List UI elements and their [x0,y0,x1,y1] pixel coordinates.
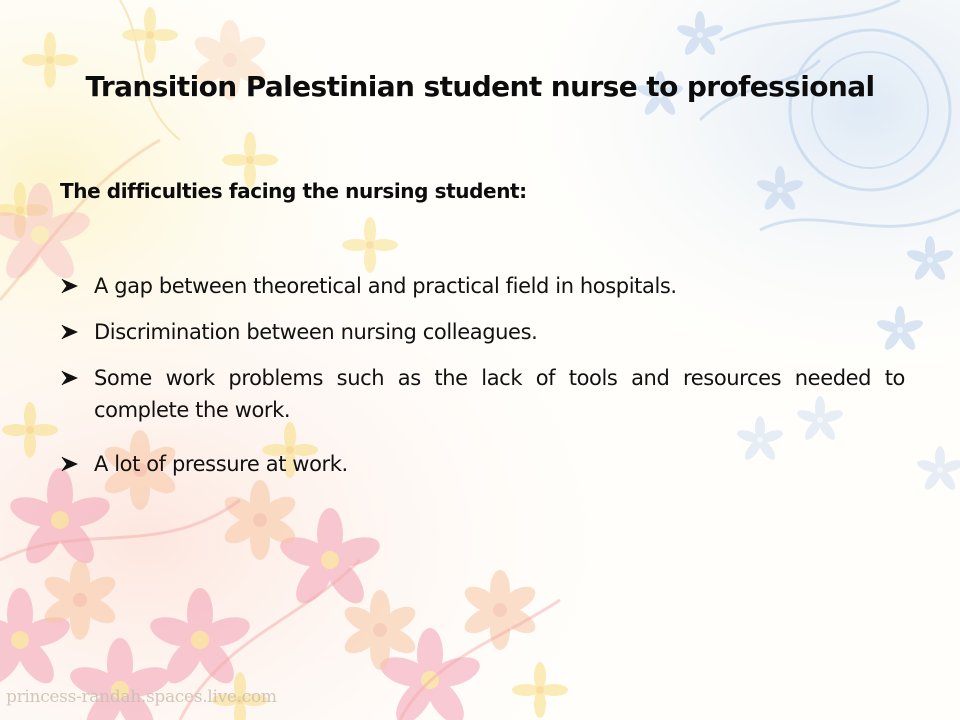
bullet-item [60,274,905,302]
bullet-text: A gap between theoretical and practical field in hospitals. [94,274,677,298]
arrowhead-bullet-icon [60,320,94,344]
bullet-item [60,320,905,348]
arrowhead-bullet-icon [60,366,94,390]
arrowhead-bullet-icon [60,452,94,476]
bullet-text: A lot of pressure at work. [94,452,348,476]
bullet-text: Some work problems such as the lack of tools and resources needed to complete the work. [94,366,905,422]
slide-subheading: The difficulties facing the nursing student: [60,179,527,203]
watermark-text: princess-randah.spaces.live.com [6,687,277,707]
arrowhead-bullet-icon [60,274,94,298]
bullet-text: Discrimination between nursing colleagues. [94,320,538,344]
slide-title: Transition Palestinian student nurse to professional [85,70,875,103]
bullet-item [60,452,905,480]
bullet-item [60,366,905,426]
